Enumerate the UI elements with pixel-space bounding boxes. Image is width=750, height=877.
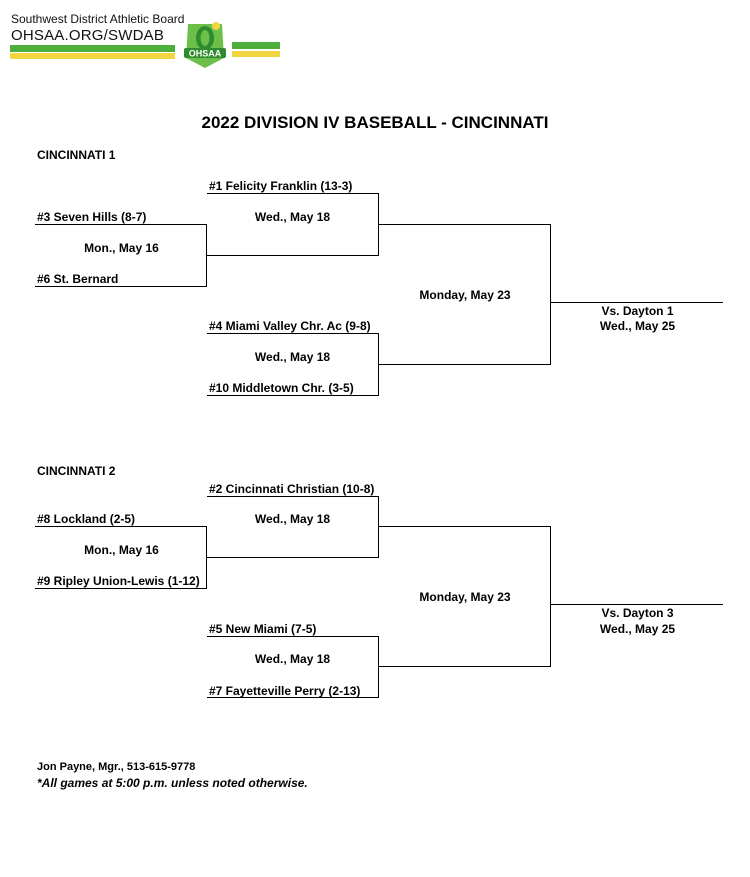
- bracket-line: [379, 364, 551, 365]
- header-bar-left-yellow: [10, 53, 175, 59]
- next-opponent: Vs. Dayton 3: [601, 606, 674, 620]
- bracket-line: [379, 666, 551, 667]
- bracket-line: [207, 395, 379, 396]
- team-semi2-top: #5 New Miami (7-5): [209, 622, 317, 636]
- bracket-line: [35, 588, 207, 589]
- semi1-date: Wed., May 18: [254, 512, 331, 526]
- next-date: Wed., May 25: [599, 319, 676, 333]
- bracket-line: [35, 526, 207, 527]
- region-label: CINCINNATI 1: [37, 148, 116, 162]
- bracket-line: [35, 286, 207, 287]
- page-title: 2022 DIVISION IV BASEBALL - CINCINNATI: [201, 113, 549, 132]
- bracket-line: [35, 224, 207, 225]
- header-bar-right-green: [232, 42, 280, 49]
- header-org-name: Southwest District Athletic Board: [11, 12, 185, 26]
- team-top-bye: #1 Felicity Franklin (13-3): [209, 179, 353, 193]
- team-play-in-bottom: #9 Ripley Union-Lewis (1-12): [37, 574, 200, 588]
- bracket-line: [378, 636, 379, 698]
- bracket-line: [207, 557, 379, 558]
- team-play-in-top: #3 Seven Hills (8-7): [37, 210, 147, 224]
- manager-contact: Jon Payne, Mgr., 513-615-9778: [37, 761, 196, 773]
- team-play-in-top: #8 Lockland (2-5): [37, 512, 136, 526]
- bracket-line: [207, 636, 379, 637]
- games-note: *All games at 5:00 p.m. unless noted otherwise.: [37, 776, 308, 790]
- bracket-line: [378, 496, 379, 558]
- team-play-in-bottom: #6 St. Bernard: [37, 272, 119, 286]
- final-date: Monday, May 23: [419, 288, 511, 302]
- region-label: CINCINNATI 2: [37, 464, 116, 478]
- final-date: Monday, May 23: [419, 590, 511, 604]
- semi2-date: Wed., May 18: [254, 652, 331, 666]
- team-top-bye: #2 Cincinnati Christian (10-8): [209, 482, 375, 496]
- bracket-line: [207, 333, 379, 334]
- bracket-line: [379, 526, 551, 527]
- bracket-line: [207, 193, 379, 194]
- next-date: Wed., May 25: [599, 622, 676, 636]
- bracket-line: [550, 224, 551, 365]
- header-bar-right-yellow: [232, 51, 280, 57]
- ohsaa-logo: [180, 18, 230, 70]
- header-bar-left-green: [10, 45, 175, 52]
- play-in-date: Mon., May 16: [84, 241, 159, 255]
- bracket-line: [207, 255, 379, 256]
- bracket-line: [379, 224, 551, 225]
- team-semi2-bottom: #10 Middletown Chr. (3-5): [209, 381, 354, 395]
- bracket-line: [207, 697, 379, 698]
- ohsaa-logo-text: OHSAA: [188, 48, 222, 59]
- team-semi2-bottom: #7 Fayetteville Perry (2-13): [209, 684, 361, 698]
- play-in-date: Mon., May 16: [84, 543, 159, 557]
- bracket-line: [207, 496, 379, 497]
- semi2-date: Wed., May 18: [254, 350, 331, 364]
- bracket-line: [551, 302, 723, 303]
- semi1-date: Wed., May 18: [254, 210, 331, 224]
- header-url: OHSAA.ORG/SWDAB: [11, 27, 165, 44]
- bracket-line: [551, 604, 723, 605]
- bracket-line: [550, 526, 551, 667]
- next-opponent: Vs. Dayton 1: [601, 304, 674, 318]
- team-semi2-top: #4 Miami Valley Chr. Ac (9-8): [209, 319, 371, 333]
- ohsaa-logo-icon: [180, 18, 230, 70]
